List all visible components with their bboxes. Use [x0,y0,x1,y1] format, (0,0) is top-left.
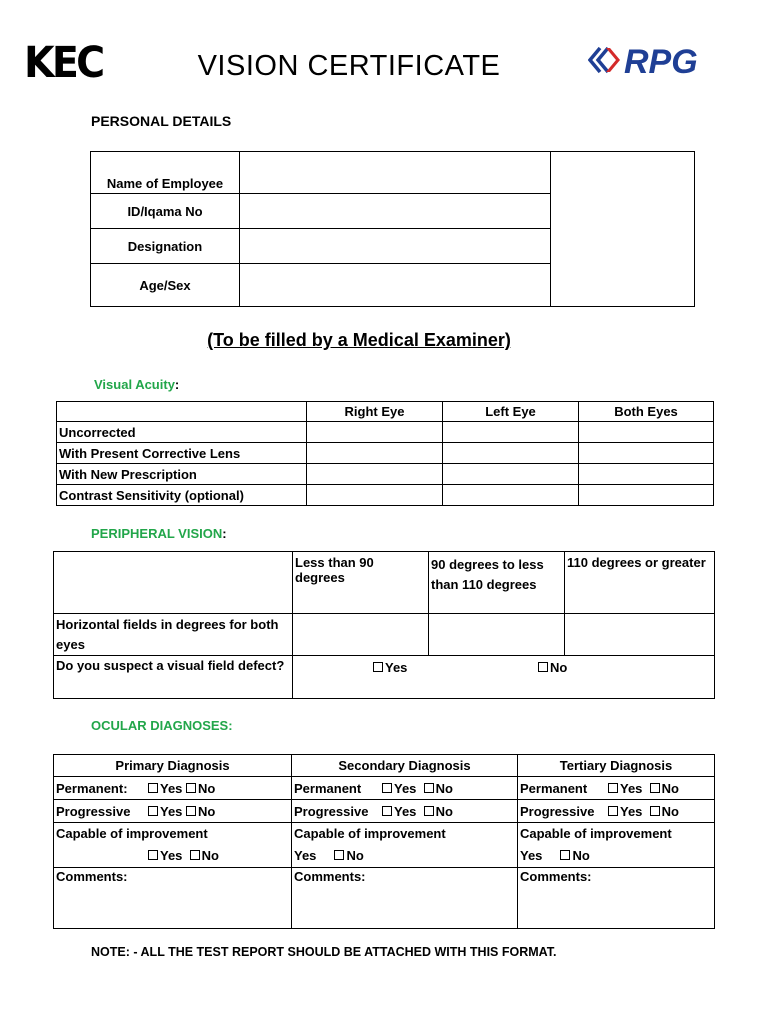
page-title: VISION CERTIFICATE [197,50,501,82]
checkbox-icon[interactable] [424,783,434,793]
permanent-no-option[interactable]: No [186,781,215,796]
label-designation: Designation [91,229,240,264]
capable-no-option[interactable]: No [334,848,363,863]
id-field[interactable] [240,194,551,229]
row-new-prescription: With New Prescription [57,464,307,485]
peripheral-corner-cell [54,552,293,614]
tertiary-permanent: Permanent Yes No [518,777,715,800]
table-cell[interactable] [565,614,715,656]
row-present-lens: With Present Corrective Lens [57,443,307,464]
table-cell[interactable] [443,422,579,443]
checkbox-icon[interactable] [608,806,618,816]
name-field[interactable] [240,152,551,194]
col-left-eye: Left Eye [443,402,579,422]
row-uncorrected: Uncorrected [57,422,307,443]
table-cell[interactable] [307,485,443,506]
col-both-eyes: Both Eyes [579,402,714,422]
progressive-yes-option[interactable]: Yes [148,804,182,819]
permanent-no-option[interactable]: No [424,781,453,796]
secondary-capable: Capable of improvement Yes No [292,823,518,868]
permanent-no-option[interactable]: No [650,781,679,796]
personal-details-table [90,151,695,307]
defect-no-option[interactable]: No [538,660,567,675]
table-cell[interactable] [579,464,714,485]
row-suspect-defect: Do you suspect a visual field defect? [54,656,293,699]
checkbox-icon[interactable] [538,662,548,672]
table-cell[interactable] [307,464,443,485]
table-cell[interactable] [293,614,429,656]
age-sex-field[interactable] [240,264,551,307]
table-cell[interactable] [579,485,714,506]
visual-acuity-table [56,401,714,506]
label-id-iqama: ID/Iqama No [91,194,240,229]
table-cell[interactable] [579,443,714,464]
col-secondary-diagnosis: Secondary Diagnosis [292,755,518,777]
row-horizontal-fields: Horizontal fields in degrees for both eyes [54,614,293,656]
tertiary-comments[interactable]: Comments: [518,868,715,929]
secondary-comments[interactable]: Comments: [292,868,518,929]
capable-yes-option[interactable]: Yes [294,848,317,863]
col-90-to-110: 90 degrees to less than 110 degrees [429,552,565,614]
checkbox-icon[interactable] [382,783,392,793]
checkbox-icon[interactable] [186,783,196,793]
checkbox-icon[interactable] [650,806,660,816]
progressive-yes-option[interactable]: Yes [608,804,642,819]
table-cell[interactable] [429,614,565,656]
table-cell[interactable] [443,485,579,506]
progressive-no-option[interactable]: No [424,804,453,819]
footer-note: NOTE: - ALL THE TEST REPORT SHOULD BE ATTACHED WITH THIS FORMAT. [91,945,557,959]
table-cell[interactable] [307,422,443,443]
designation-field[interactable] [240,229,551,264]
checkbox-icon[interactable] [560,850,570,860]
visual-acuity-heading: Visual Acuity: [94,377,180,392]
table-cell[interactable] [443,443,579,464]
capable-yes-option[interactable]: Yes [520,848,543,863]
photo-box [551,152,695,307]
ocular-diagnoses-heading: OCULAR DIAGNOSES: [91,718,233,733]
progressive-no-option[interactable]: No [186,804,215,819]
col-tertiary-diagnosis: Tertiary Diagnosis [518,755,715,777]
checkbox-icon[interactable] [334,850,344,860]
secondary-permanent: Permanent Yes No [292,777,518,800]
checkbox-icon[interactable] [148,806,158,816]
checkbox-icon[interactable] [148,850,158,860]
checkbox-icon[interactable] [373,662,383,672]
tertiary-capable: Capable of improvement Yes No [518,823,715,868]
progressive-no-option[interactable]: No [650,804,679,819]
primary-comments[interactable]: Comments: [54,868,292,929]
permanent-yes-option[interactable]: Yes [382,781,416,796]
permanent-yes-option[interactable]: Yes [608,781,642,796]
defect-options [293,656,715,699]
capable-no-option[interactable]: No [560,848,589,863]
checkbox-icon[interactable] [186,806,196,816]
col-110-or-greater: 110 degrees or greater [565,552,715,614]
checkbox-icon[interactable] [190,850,200,860]
secondary-progressive: Progressive Yes No [292,800,518,823]
checkbox-icon[interactable] [608,783,618,793]
peripheral-vision-heading: PERIPHERAL VISION: [91,526,227,541]
primary-permanent: Permanent: Yes No [54,777,292,800]
checkbox-icon[interactable] [650,783,660,793]
row-contrast-sensitivity: Contrast Sensitivity (optional) [57,485,307,506]
checkbox-icon[interactable] [424,806,434,816]
checkbox-icon[interactable] [148,783,158,793]
rpg-logo-text: RPG [624,43,698,78]
rpg-logo [588,42,724,78]
peripheral-vision-table [53,551,715,699]
col-less-than-90: Less than 90 degrees [293,552,429,614]
kec-logo: KEC [24,38,103,88]
label-name-of-employee: Name of Employee [91,152,240,194]
checkbox-icon[interactable] [382,806,392,816]
capable-no-option[interactable]: No [190,848,219,863]
primary-progressive: Progressive Yes No [54,800,292,823]
permanent-yes-option[interactable]: Yes [148,781,182,796]
ocular-diagnoses-table [53,754,715,929]
defect-yes-option[interactable]: Yes [373,660,407,675]
col-primary-diagnosis: Primary Diagnosis [54,755,292,777]
examiner-note: (To be filled by a Medical Examiner) [207,330,511,350]
progressive-yes-option[interactable]: Yes [382,804,416,819]
personal-details-heading: PERSONAL DETAILS [91,113,232,129]
acuity-corner-cell [57,402,307,422]
tertiary-progressive: Progressive Yes No [518,800,715,823]
col-right-eye: Right Eye [307,402,443,422]
table-cell[interactable] [307,443,443,464]
label-age-sex: Age/Sex [91,264,240,307]
capable-yes-option[interactable]: Yes [148,848,182,863]
primary-capable: Capable of improvement Yes No [54,823,292,868]
table-cell[interactable] [443,464,579,485]
table-cell[interactable] [579,422,714,443]
